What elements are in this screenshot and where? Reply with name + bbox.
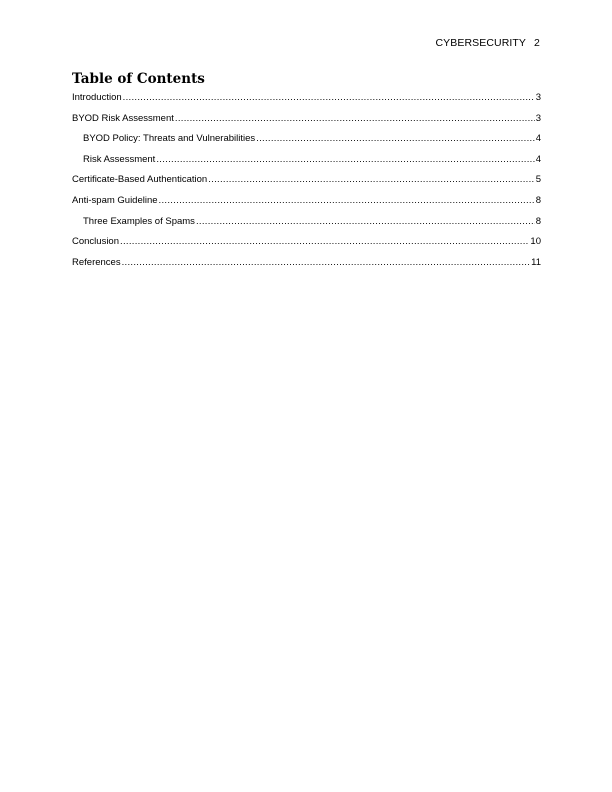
toc-entry-page: 8 [535, 215, 541, 227]
toc-entry-label: BYOD Policy: Threats and Vulnerabilities [83, 133, 256, 145]
toc-dot-leader [122, 256, 531, 270]
toc-dot-leader [208, 173, 535, 187]
toc-entry-label: BYOD Risk Assessment [72, 112, 174, 124]
toc-entry-label: Certificate-Based Authentication [72, 174, 208, 186]
toc-entry-label: Three Examples of Spams [83, 215, 195, 227]
toc-entry-byod-risk-assessment[interactable] [72, 112, 541, 133]
toc-entry-page: 8 [535, 194, 541, 206]
toc-dot-leader [196, 215, 535, 229]
toc-dot-leader [123, 91, 535, 105]
toc-entry-label: Anti-spam Guideline [72, 194, 158, 206]
toc-entry-page: 4 [535, 133, 541, 145]
toc-entry-page: 4 [535, 153, 541, 165]
toc-entry-anti-spam-guideline[interactable] [72, 194, 541, 215]
toc-entry-page: 11 [531, 256, 541, 268]
toc-dot-leader [156, 153, 534, 167]
toc-dot-leader [256, 132, 535, 146]
toc-entry-conclusion[interactable] [72, 235, 541, 256]
toc-entry-introduction[interactable] [72, 91, 541, 112]
toc-entry-risk-assessment[interactable] [72, 153, 541, 174]
toc-dot-leader [159, 194, 535, 208]
toc-entry-label: Conclusion [72, 236, 119, 248]
toc-entry-page: 5 [535, 174, 541, 186]
toc-dot-leader [120, 235, 529, 249]
toc-entry-references[interactable] [72, 256, 541, 277]
toc-entry-certificate-authentication[interactable] [72, 173, 541, 194]
toc-entry-label: Introduction [72, 92, 122, 103]
toc-entry-page: 3 [535, 92, 541, 103]
running-header [435, 37, 540, 49]
toc-list [72, 91, 541, 276]
toc-entry-page: 10 [530, 236, 541, 248]
toc-entry-label: References [72, 256, 121, 268]
toc-entry-byod-policy[interactable] [72, 132, 541, 153]
running-title: CYBERSECURITY [435, 37, 527, 49]
toc-heading: Table of Contents [72, 71, 205, 87]
toc-entry-label: Risk Assessment [83, 153, 156, 165]
toc-entry-three-examples[interactable] [72, 215, 541, 236]
header-page-number: 2 [534, 37, 540, 49]
toc-dot-leader [175, 112, 535, 126]
toc-entry-page: 3 [535, 112, 541, 124]
